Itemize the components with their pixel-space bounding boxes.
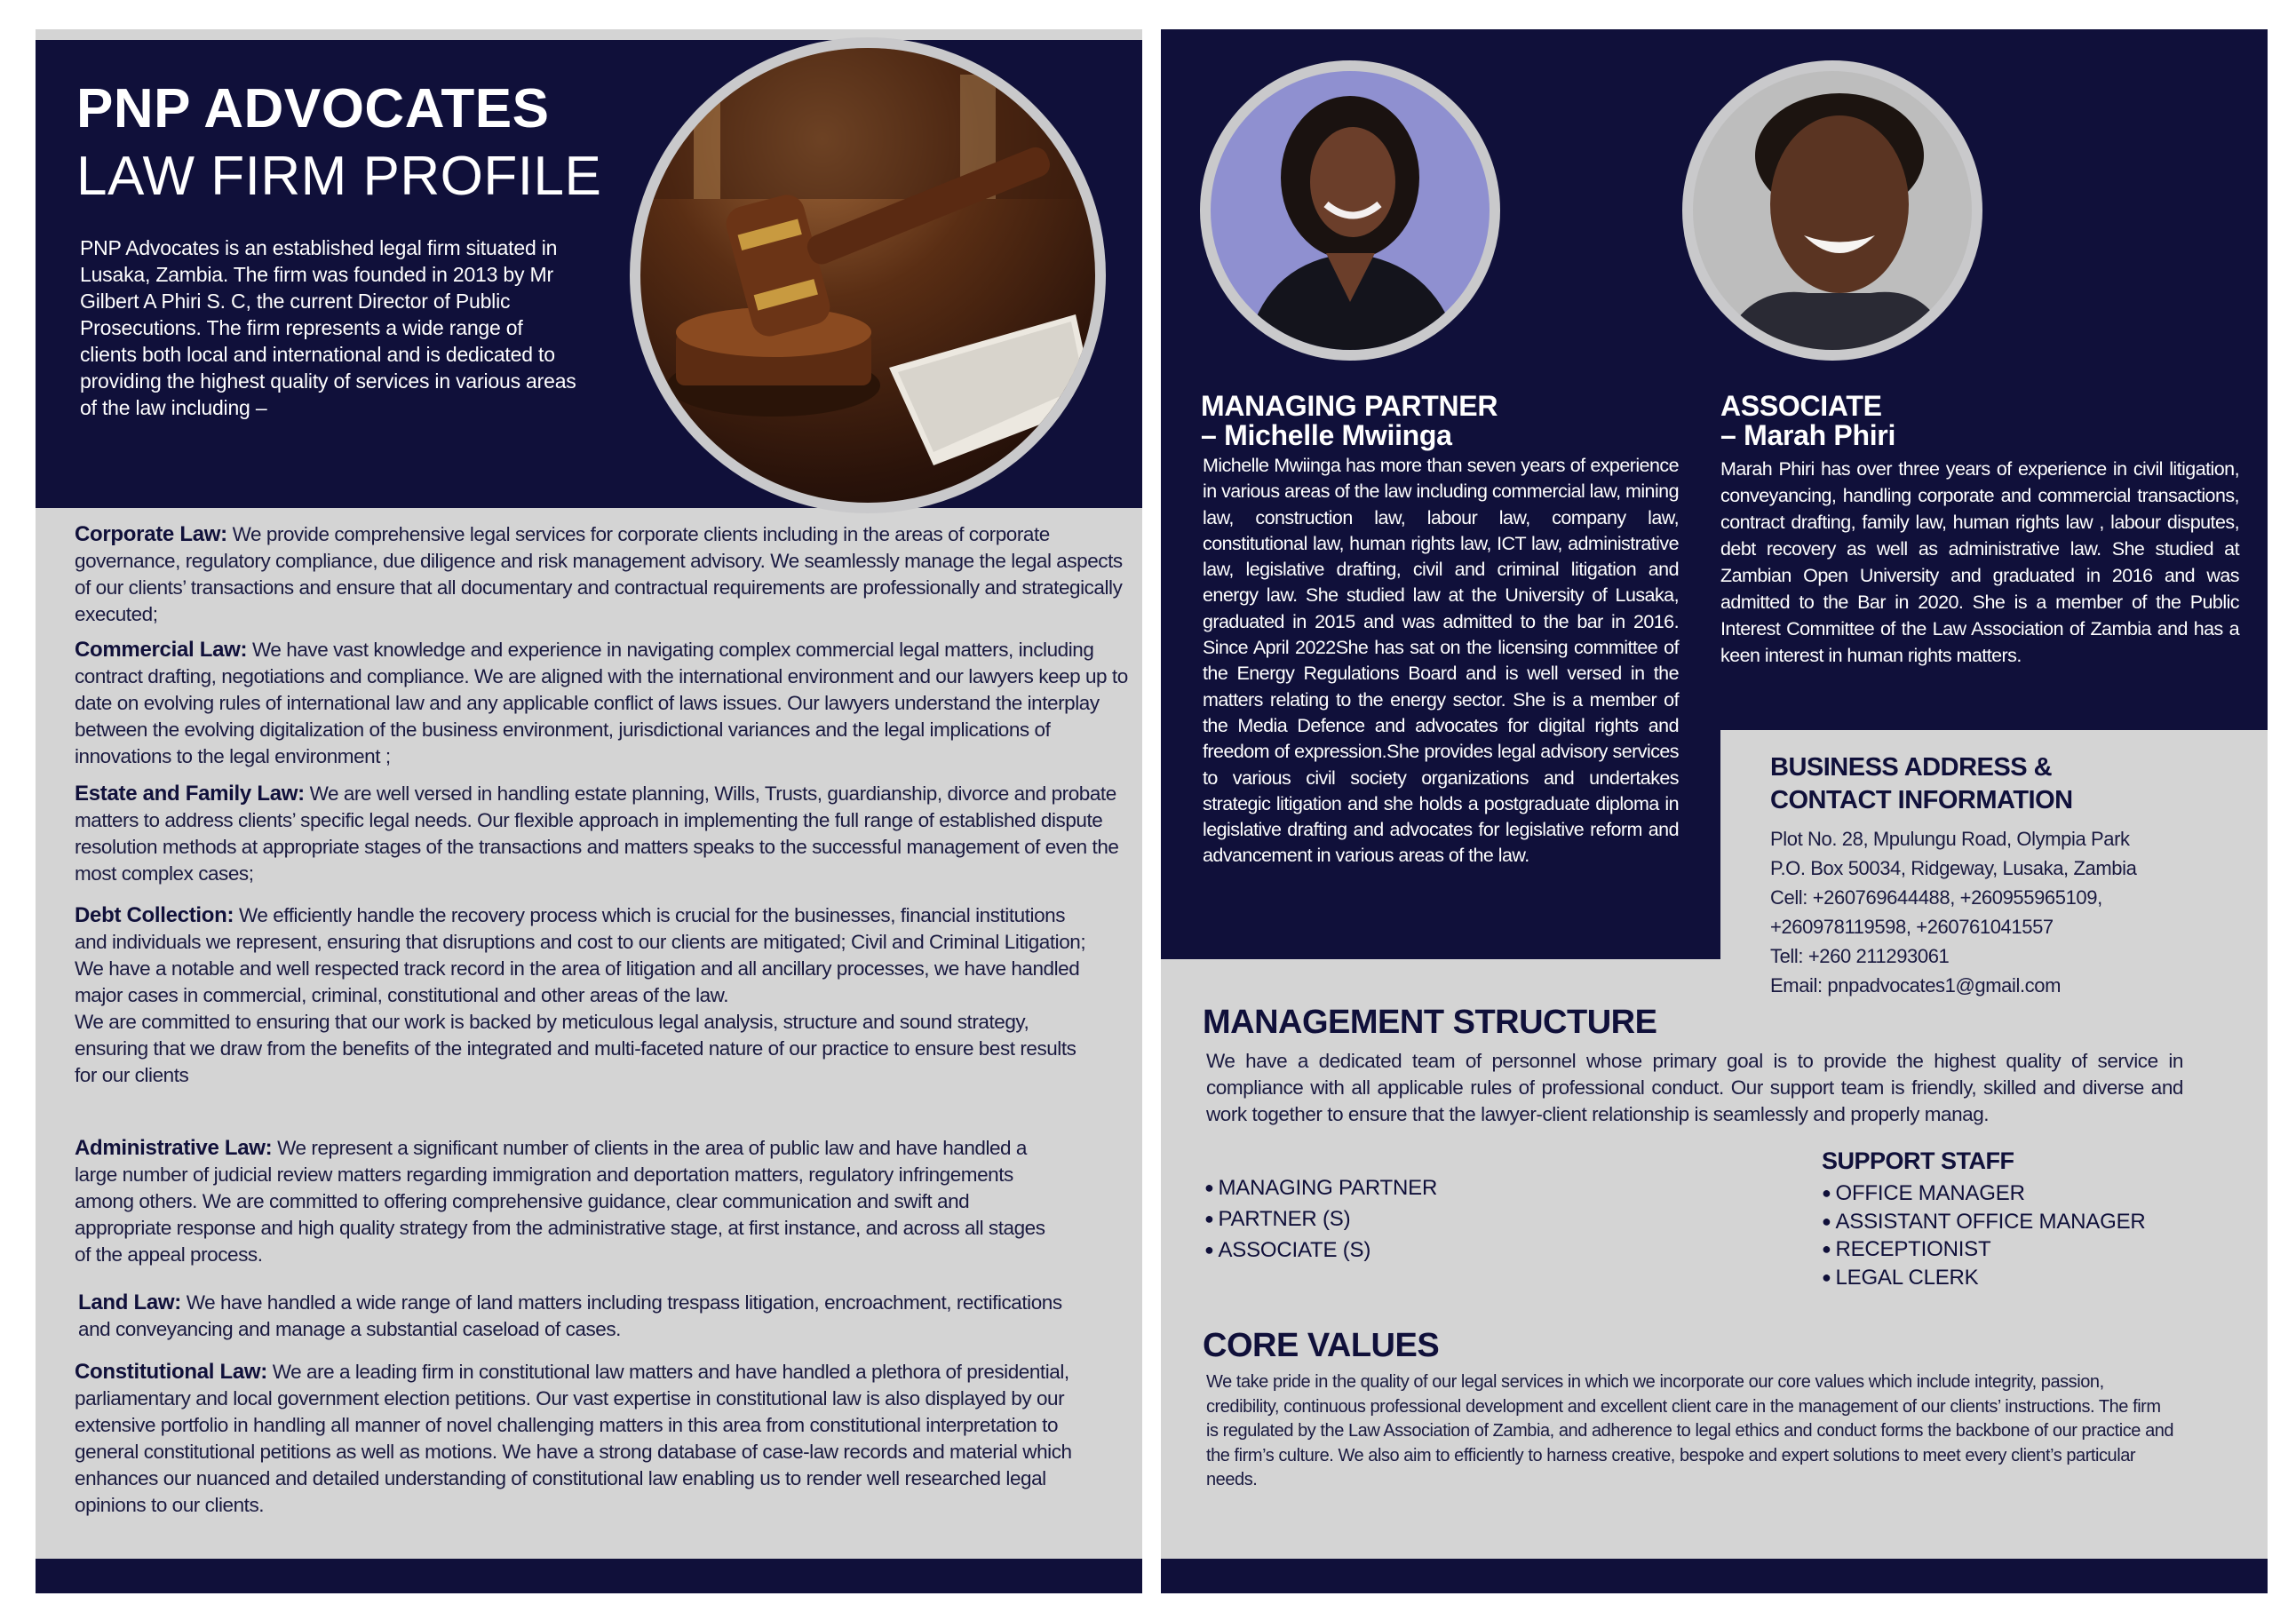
cell-line-2: +260978119598, +260761041557 [1770, 916, 2054, 938]
section-text: We are well versed in handling estate planning, Wills, Trusts, guardianship, divorce and probate matters to address clients’ specific legal needs. Our flexible approach in implementing the full range of established dispute resolution methods at appropriate stages of the transactions and matters speaks to the successful management of even the most complex cases; [75, 782, 1119, 885]
partner-role: MANAGING PARTNER [1201, 390, 1498, 422]
contact-heading [1770, 751, 2073, 817]
management-heading: MANAGEMENT STRUCTURE [1203, 1004, 1657, 1041]
land-law-section [78, 1290, 1064, 1343]
contact-heading-line: CONTACT INFORMATION [1770, 786, 2073, 814]
support-staff-list [1822, 1179, 2146, 1291]
list-item: ● PARTNER (S) [1204, 1203, 1437, 1235]
core-values-heading: CORE VALUES [1203, 1327, 1440, 1364]
page-subtitle: LAW FIRM PROFILE [76, 146, 602, 207]
gavel-icon [640, 48, 1095, 503]
page-title: PNP ADVOCATES [76, 78, 550, 139]
associate-role: ASSOCIATE [1720, 390, 1882, 422]
contact-details [1770, 824, 2136, 1000]
core-values-text: We take pride in the quality of our legal services in which we incorporate our core values which include integrity, passion, credibility, continuous professional development and excellent client care in the management of our clients’ instructions. The firm is regulated by the Law Association of Zambia, and adherence to legal ethics and conduct forms the backbone of our practice and the firm’s culture. We also aim to efficiently to harness creative, bespoke and expert solutions to meet every client’s particular needs. [1206, 1372, 2174, 1489]
person-avatar-icon [1211, 71, 1490, 350]
address-line: Plot No. 28, Mpulungu Road, Olympia Park [1770, 828, 2130, 850]
associate-bio: Marah Phiri has over three years of experience in civil litigation, conveyancing, handling corporate and commercial transactions, contract drafting, family law, human rights law , labour disputes, debt recovery as well as administrative law. She studied at Zambian Open University and graduated in 2016 and was admitted to the Bar in 2020. She is a member of the Public Interest Committee of the Law Association of Zambia and has a keen interest in human rights matters. [1720, 458, 2239, 666]
debt-collection-section [75, 902, 1096, 1089]
partner-name: – Michelle Mwiinga [1201, 419, 1452, 451]
section-text: We efficiently handle the recovery process which is crucial for the businesses, financial institutions and individuals we represent, ensuring that disruptions and cost to our clients are mitigated; Civil and Criminal Litigation; We have a notable and well respected track record in the area of litigation and all ancillary processes, we have handled major cases in commercial, criminal, constitutional and other areas of the law. [75, 904, 1086, 1006]
gavel-photo [630, 37, 1106, 513]
partner-bio: Michelle Mwiinga has more than seven years of experience in various areas of the law including commercial law, mining law, construction law, labour law, company law, constitutional law, human rights law, ICT law, administrative law, legislative drafting, civil and criminal litigation and energy law. She studied law at the University of Lusaka, graduated in 2015 and was admitted to the bar in 2016. Since April 2022She has sat on the licensing committee of the Energy Regulations Board and is well versed in the matters relating to the energy sector. She is a member of the Media Defence and advocates for digital rights and freedom of expression.She provides legal advisory services to various civil society organizations and undertakes strategic litigation and she holds a postgraduate diploma in legislative drafting and advocates for legislative reform and advancement in various areas of the law. [1203, 455, 1679, 867]
contact-heading-line: BUSINESS ADDRESS & [1770, 753, 2053, 782]
email-link[interactable]: Email: pnpadvocates1@gmail.com [1770, 974, 2062, 997]
section-heading: Commercial Law: [75, 638, 248, 662]
section-text: We have vast knowledge and experience in navigating complex commercial legal matters, including contract drafting, negotiations and compliance. We are aligned with the international environment and our lawyers keep up to date on evolving rules of international law and any applicable conflict of laws issues. Our lawyers understand the interplay between the evolving digitalization of the business environment, jurisdictional variances and the legal implications of innovations to the legal environment ; [75, 639, 1128, 767]
intro-text: PNP Advocates is an established legal firm situated in Lusaka, Zambia. The firm was founded in 2013 by Mr Gilbert A Phiri S. C, the current Director of Public Prosecutions. The firm represents a wide range of clients both local and international and is dedicated to providing the highest quality of services in various areas of the law including – [80, 236, 576, 419]
section-text: We are a leading firm in constitutional law matters and have handled a plethora of presidential, parliamentary and local government election petitions. Our vast expertise in constitutional law is also displayed by our extensive portfolio in handling all manner of novel challenging matters in this area from constitutional interpretation to general constitutional petitions as well as motions. We have a strong database of case-law records and material which enhances our nuanced and detailed understanding of constitutional law enabling us to render well researched legal opinions to our clients. [75, 1361, 1072, 1516]
cell-line: Cell: +260769644488, +260955965109, [1770, 886, 2102, 909]
list-item: ● ASSOCIATE (S) [1204, 1235, 1437, 1266]
support-staff-heading: SUPPORT STAFF [1822, 1147, 2014, 1174]
section-heading: Land Law: [78, 1290, 181, 1314]
person-avatar-icon [1693, 71, 1972, 350]
section-text: We represent a significant number of clients in the area of public law and have handled a large number of judicial review matters regarding immigration and deportation matters, regulatory infringements among others. We are committed to offering comprehensive guidance, clear communication and swift and appropriate response and high quality strategy from the administrative stage, at first instance, and across all stages of the appeal process. [75, 1137, 1045, 1266]
administrative-law-section [75, 1135, 1061, 1268]
right-footer-band [1161, 1559, 2268, 1593]
po-box-line: P.O. Box 50034, Ridgeway, Lusaka, Zambia [1770, 857, 2137, 879]
estate-family-law-section [75, 781, 1132, 887]
section-text: We provide comprehensive legal services for corporate clients including in the areas of corporate governance, regulatory compliance, due diligence and risk management advisory. We seamlessly manage the legal aspects of our clients’ transactions and ensure that all documentary and contractual requirements are professionally and strategically executed; [75, 523, 1123, 625]
list-item: ● OFFICE MANAGER [1822, 1179, 2146, 1208]
michelle-photo [1200, 60, 1500, 361]
section-heading: Estate and Family Law: [75, 782, 305, 806]
section-heading: Administrative Law: [75, 1136, 273, 1160]
marah-photo [1682, 60, 1982, 361]
section-heading: Corporate Law: [75, 522, 227, 546]
section-heading: Debt Collection: [75, 903, 234, 927]
section-extra-text: We are committed to ensuring that our work is backed by meticulous legal analysis, structure and sound strategy, ensuring that we draw from the benefits of the integrated and multi-faceted nature of our practice to ensure best results for our clients [75, 1011, 1076, 1086]
section-text: We have handled a wide range of land matters including trespass litigation, encroachment, rectifications and conveyancing and manage a substantial caseload of cases. [78, 1291, 1062, 1340]
associate-name: – Marah Phiri [1720, 419, 1896, 451]
list-item: ● ASSISTANT OFFICE MANAGER [1822, 1208, 2146, 1236]
tel-line[interactable]: Tell: +260 211293061 [1770, 945, 1950, 967]
list-item: ● MANAGING PARTNER [1204, 1172, 1437, 1203]
list-item: ● LEGAL CLERK [1822, 1264, 2146, 1292]
list-item: ● RECEPTIONIST [1822, 1235, 2146, 1264]
legal-staff-list [1204, 1172, 1437, 1266]
corporate-law-section [75, 521, 1132, 628]
section-heading: Constitutional Law: [75, 1360, 267, 1384]
constitutional-law-section [75, 1359, 1078, 1519]
management-text: We have a dedicated team of personnel whose primary goal is to provide the highest quality of service in compliance with all applicable rules of professional conduct. Our support team is friendly, skilled and diverse and work together to ensure that the lawyer-client relationship is seamlessly and properly manag. [1206, 1050, 2183, 1125]
left-footer-band [36, 1559, 1142, 1593]
commercial-law-section [75, 637, 1132, 770]
